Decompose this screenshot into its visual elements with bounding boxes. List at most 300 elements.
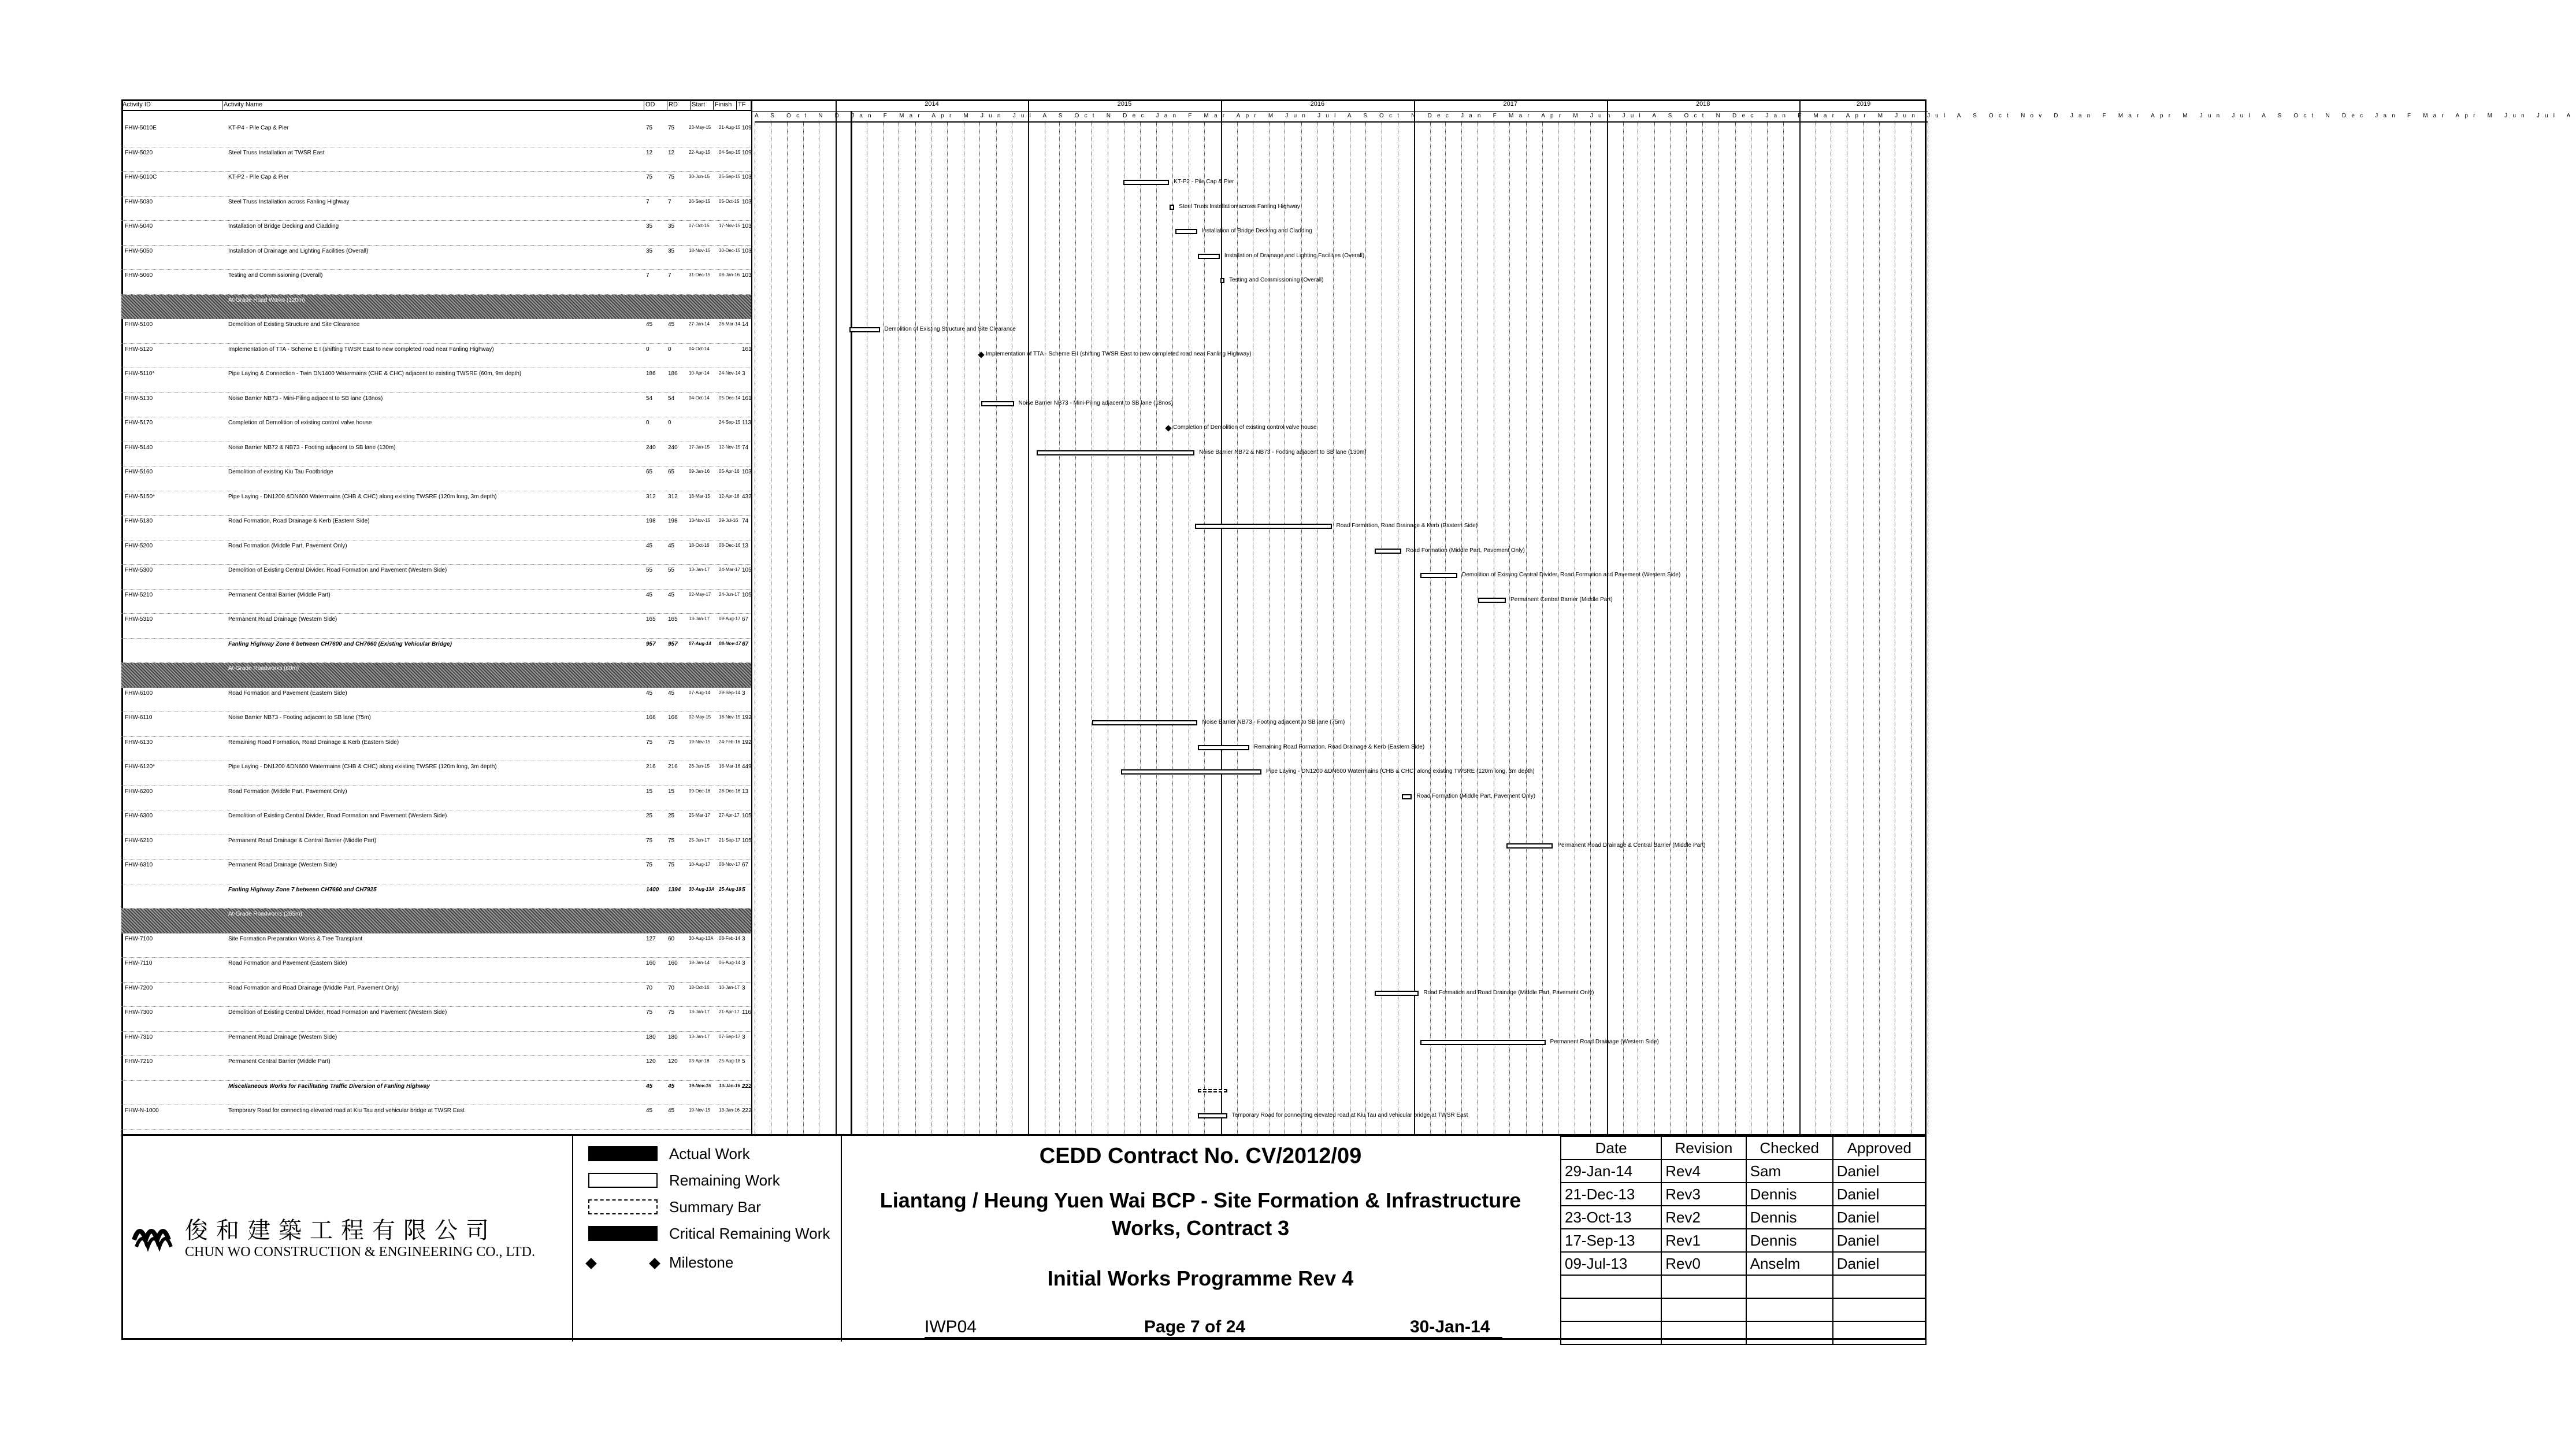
task-bar (1175, 229, 1197, 234)
col-activity-name: Activity Name (222, 99, 644, 110)
bar-label: Road Formation (Middle Part, Pavement Only) (1416, 792, 1536, 799)
table-row (121, 466, 751, 491)
cell-start: 10-Apr-14 (689, 371, 710, 376)
cell-rd: 45 (668, 1107, 675, 1114)
cell-finish: 27-Apr-17 (719, 813, 740, 818)
bar-label: Road Formation and Road Drainage (Middle Part, Pavement Only) (1423, 989, 1594, 996)
bar-label: Completion of Demolition of existing control valve house (1173, 424, 1317, 431)
year-label: 2015 (1117, 101, 1132, 108)
month-gridline (1028, 123, 1029, 1134)
month-gridline (1221, 123, 1222, 1134)
month-gridline (1269, 123, 1270, 1134)
task-bar (1375, 549, 1402, 554)
cell-finish: 17-Nov-15 (719, 223, 741, 228)
cell-id: FHW-6300 (125, 813, 153, 819)
table-row (121, 319, 751, 344)
month-gridline (1623, 123, 1624, 1134)
cell-tf: 67 (742, 862, 749, 868)
rev-header-cell: Revision (1661, 1136, 1746, 1159)
cell-tf: 222 (742, 1107, 752, 1114)
cell-tf: 105 (742, 567, 752, 573)
table-row (121, 590, 751, 614)
rev-cell: Sam (1746, 1159, 1833, 1183)
table-row (121, 860, 751, 884)
cell-name: Permanent Road Drainage (Western Side) (228, 616, 337, 623)
cell-name: Demolition of existing Kiu Tau Footbridge (228, 469, 333, 475)
cell-name: Permanent Central Barrier (Middle Part) (228, 591, 331, 598)
month-gridline (883, 123, 884, 1134)
rev-cell: Dennis (1746, 1229, 1833, 1252)
cell-tf: 67 (742, 640, 749, 647)
cell-rd: 45 (668, 321, 675, 328)
cell-name: Noise Barrier NB73 - Mini-Piling adjacent to SB lane (18nos) (228, 395, 383, 402)
cell-start: 26-Jun-15 (689, 764, 710, 769)
col-start: Start (691, 99, 714, 110)
project-title: Liantang / Heung Yuen Wai BCP - Site Formation & Infrastructure Works, Contract 3 (879, 1188, 1521, 1240)
cell-rd: 165 (668, 616, 678, 623)
cell-tf: 74 (742, 518, 749, 524)
rev-cell: Rev0 (1661, 1252, 1746, 1275)
task-bar (1121, 769, 1261, 775)
cell-od: 25 (646, 813, 653, 819)
cell-od: 45 (646, 1083, 653, 1090)
month-gridline (1140, 123, 1141, 1134)
bar-label: Noise Barrier NB73 - Footing adjacent to SB lane (75m) (1202, 719, 1345, 725)
cell-name: Remaining Road Formation, Road Drainage & Kerb (Eastern Side) (228, 739, 399, 746)
bar-label: KT-P2 - Pile Cap & Pier (1174, 179, 1234, 185)
cell-name: KT-P2 - Pile Cap & Pier (228, 174, 289, 180)
cell-tf: 449 (742, 764, 752, 770)
cell-rd: 7 (668, 198, 671, 205)
table-row (121, 958, 751, 983)
cell-rd: 312 (668, 493, 678, 500)
bar-label: Testing and Commissioning (Overall) (1229, 277, 1324, 283)
cell-id: FHW-7310 (125, 1033, 153, 1040)
month-gridline (1156, 123, 1157, 1134)
bar-label: Demolition of Existing Central Divider, Road Formation and Pavement (Western Side) (1461, 572, 1681, 578)
task-bar (1037, 450, 1194, 455)
rev-row (1561, 1252, 1926, 1275)
cell-rd: 1394 (668, 886, 681, 893)
cell-finish: 08-Dec-16 (719, 542, 741, 548)
cell-start: 31-Dec-15 (689, 272, 711, 277)
cell-finish: 04-Sep-15 (719, 149, 741, 155)
cell-tf: 192 (742, 714, 752, 721)
rev-cell: Dennis (1746, 1183, 1833, 1206)
bar-label: Steel Truss Installation across Fanling Highway (1179, 203, 1300, 210)
cell-name: Demolition of Existing Central Divider, Road Formation and Pavement (Western Side) (228, 567, 447, 573)
table-row (121, 540, 751, 565)
month-gridline (1172, 123, 1173, 1134)
cell-name: Installation of Bridge Decking and Cladding (228, 223, 339, 229)
cell-id: FHW-5210 (125, 591, 153, 598)
cell-finish: 21-Apr-17 (719, 1009, 740, 1014)
month-gridline (1204, 123, 1205, 1134)
legend-critical-label: Critical Remaining Work (669, 1225, 830, 1242)
table-row (121, 1007, 751, 1032)
cell-start: 18-Mar-15 (689, 493, 710, 499)
cell-start: 13-Jan-17 (689, 567, 710, 572)
cell-id: FHW-5150* (125, 493, 155, 500)
cell-start: 18-Jan-14 (689, 960, 710, 965)
cell-start: 18-Oct-16 (689, 542, 710, 548)
cell-rd: 166 (668, 714, 678, 721)
cell-tf: 13 (742, 542, 749, 549)
table-row (121, 344, 751, 369)
cell-id: FHW-5300 (125, 567, 153, 573)
rev-cell: Daniel (1833, 1183, 1926, 1206)
cell-start: 26-Sep-15 (689, 198, 711, 204)
rev-cell: Rev4 (1661, 1159, 1746, 1183)
cell-name: Noise Barrier NB73 - Footing adjacent to SB lane (75m) (228, 714, 371, 721)
month-gridline (1542, 123, 1543, 1134)
cell-start: 19-Nov-15 (689, 739, 711, 744)
cell-tf: 113 (742, 420, 751, 426)
month-gridline (1670, 123, 1671, 1134)
cell-name: Road Formation, Road Drainage & Kerb (Eastern Side) (228, 518, 370, 524)
cell-rd: 75 (668, 739, 675, 746)
task-bar (1506, 843, 1553, 849)
cell-rd: 75 (668, 862, 675, 868)
cell-finish: 29-Sep-14 (719, 690, 741, 695)
cell-rd: 54 (668, 395, 675, 402)
bar-label: Noise Barrier NB72 & NB73 - Footing adjacent to SB lane (130m) (1199, 449, 1367, 455)
cell-tf: 105 (742, 813, 752, 819)
cell-name: Permanent Road Drainage (Western Side) (228, 1033, 337, 1040)
table-header (121, 99, 751, 111)
cell-tf: 432 (742, 493, 752, 500)
cell-name: Noise Barrier NB72 & NB73 - Footing adjacent to SB lane (130m) (228, 444, 396, 451)
cell-rd: 957 (668, 640, 678, 647)
col-od: OD (644, 99, 667, 110)
cell-finish: 05-Dec-14 (719, 395, 741, 401)
cell-id: FHW-5170 (125, 420, 153, 426)
month-gridline (1590, 123, 1591, 1134)
table-row (121, 835, 751, 860)
cell-od: 216 (646, 764, 656, 770)
cell-finish: 08-Jan-16 (719, 272, 740, 277)
rev-cell: 17-Sep-13 (1561, 1229, 1661, 1252)
cell-id: FHW-5060 (125, 272, 153, 279)
cell-tf: 161 (742, 346, 752, 353)
table-row (121, 516, 751, 540)
month-gridline (1333, 123, 1334, 1134)
cell-start: 07-Aug-14 (689, 690, 711, 695)
task-bar (981, 401, 1014, 406)
cell-rd: 7 (668, 272, 671, 279)
cell-tf: 3 (742, 371, 745, 377)
group-band-row (121, 295, 751, 320)
cell-finish: 13-Jan-16 (719, 1107, 740, 1113)
cell-id: FHW-5140 (125, 444, 153, 451)
cell-start: 30-Aug-13A (689, 935, 714, 941)
group-band-row (121, 663, 751, 688)
cell-name: Fanling Highway Zone 6 between CH7600 and CH7660 (Existing Vehicular Bridge) (228, 640, 452, 647)
cell-od: 7 (646, 272, 649, 279)
cell-name: Road Formation and Pavement (Eastern Side) (228, 690, 347, 697)
footer-underline (925, 1337, 1502, 1338)
cell-id: FHW-5200 (125, 542, 153, 549)
cell-start: 09-Dec-16 (689, 788, 711, 794)
data-date-line (851, 111, 852, 1134)
legend-milestone-icon (585, 1258, 597, 1269)
cell-name: Demolition of Existing Central Divider, Road Formation and Pavement (Western Side) (228, 1009, 447, 1016)
cell-rd: 35 (668, 223, 675, 229)
cell-start: 13-Jan-17 (689, 1009, 710, 1014)
cell-name: Pipe Laying & Connection - Twin DN1400 Watermains (CHE & CHC) adjacent to existing TWSRE (60m, 9m depth) (228, 371, 522, 377)
cell-rd: 160 (668, 960, 678, 966)
table-row (121, 270, 751, 295)
cell-od: 120 (646, 1058, 656, 1065)
rev-cell: Anselm (1746, 1252, 1833, 1275)
cell-tf: 116 (742, 1009, 751, 1016)
cell-tf: 109 (742, 125, 752, 131)
bar-label: Permanent Road Drainage & Central Barrier (Middle Part) (1557, 842, 1706, 849)
month-gridline (1686, 123, 1687, 1134)
month-gridline (1509, 123, 1510, 1134)
cell-start: 07-Oct-15 (689, 223, 710, 228)
bar-label: Pipe Laying - DN1200 &DN600 Watermains (CHB & CHC) along existing TWSRE (120m long, 3m depth) (1266, 768, 1535, 775)
cell-od: 186 (646, 371, 656, 377)
cell-od: 160 (646, 960, 656, 966)
table-row (121, 246, 751, 271)
cell-start: 22-Aug-15 (689, 149, 711, 155)
month-gridline (915, 123, 916, 1134)
cell-start: 13-Jan-17 (689, 616, 710, 621)
cell-rd: 240 (668, 444, 678, 451)
cell-start: 13-Jan-17 (689, 1033, 710, 1039)
month-gridline (1783, 123, 1784, 1134)
cell-id: FHW-6210 (125, 837, 153, 844)
month-gridline (1365, 123, 1366, 1134)
cell-id: FHW-6200 (125, 788, 153, 795)
cell-id: FHW-5030 (125, 198, 153, 205)
cell-od: 957 (646, 640, 656, 647)
cell-od: 240 (646, 444, 656, 451)
cell-name: Road Formation and Road Drainage (Middle Part, Pavement Only) (228, 984, 399, 991)
legend-summary-label: Summary Bar (669, 1198, 761, 1216)
cell-rd: 75 (668, 1009, 675, 1016)
month-gridline (1526, 123, 1527, 1134)
legend-actual-label: Actual Work (669, 1145, 750, 1162)
cell-name: Completion of Demolition of existing control valve house (228, 420, 372, 426)
cell-id: FHW-7110 (125, 960, 153, 966)
table-row (121, 1105, 751, 1130)
cell-start: 02-May-17 (689, 591, 711, 597)
table-row (121, 810, 751, 835)
cell-od: 75 (646, 125, 653, 131)
cell-tf: 192 (742, 739, 752, 746)
cell-od: 180 (646, 1033, 656, 1040)
cell-tf: 5 (742, 1058, 745, 1065)
cell-od: 45 (646, 542, 653, 549)
cell-rd: 15 (668, 788, 675, 795)
month-gridline (1059, 123, 1060, 1134)
month-gridline (1799, 123, 1800, 1134)
bar-label: Installation of Bridge Decking and Cladding (1201, 228, 1312, 234)
cell-od: 166 (646, 714, 656, 721)
cell-start: 07-Aug-14 (689, 640, 711, 646)
year-header (752, 99, 1928, 112)
cell-tf: 3 (742, 984, 745, 991)
table-row (121, 221, 751, 246)
cell-tf: 103 (742, 198, 752, 205)
cell-id: FHW-5180 (125, 518, 153, 524)
cell-od: 1400 (646, 886, 659, 893)
cell-rd: 25 (668, 813, 675, 819)
table-row (121, 393, 751, 418)
cell-finish: 25-Sep-15 (719, 174, 741, 179)
table-row (121, 147, 751, 172)
cell-name: Road Formation (Middle Part, Pavement Only) (228, 788, 347, 795)
cell-od: 35 (646, 247, 653, 254)
cell-tf: 103 (742, 223, 752, 229)
cell-finish: 24-Sep-15 (719, 420, 741, 425)
cell-name: Installation of Drainage and Lighting Facilities (Overall) (228, 247, 369, 254)
cell-start: 03-Apr-18 (689, 1058, 710, 1064)
cell-od: 75 (646, 1009, 653, 1016)
table-row (121, 565, 751, 590)
month-gridline (803, 123, 804, 1134)
cell-id: FHW-5050 (125, 247, 153, 254)
cell-od: 127 (646, 935, 656, 942)
cell-rd: 70 (668, 984, 675, 991)
zone-summary-row (121, 1081, 751, 1106)
cell-od: 75 (646, 739, 653, 746)
cell-finish: 18-Mar-16 (719, 764, 740, 769)
cell-rd: 45 (668, 591, 675, 598)
legend-divider (572, 1136, 573, 1342)
cell-id: FHW-5040 (125, 223, 153, 229)
cell-start: 18-Oct-16 (689, 984, 710, 990)
cell-name: Demolition of Existing Structure and Site Clearance (228, 321, 360, 328)
doc-number: IWP04 (925, 1317, 977, 1336)
cell-name: At-Grade Roadworks (60m) (228, 665, 299, 672)
cell-rd: 35 (668, 247, 675, 254)
cell-od: 75 (646, 837, 653, 844)
bar-label: Installation of Drainage and Lighting Facilities (Overall) (1224, 252, 1365, 259)
bar-label: Remaining Road Formation, Road Drainage & Kerb (Eastern Side) (1254, 743, 1425, 750)
cell-id: FHW-6100 (125, 690, 153, 697)
company-name-en: CHUN WO CONSTRUCTION & ENGINEERING CO., LTD. (185, 1244, 535, 1259)
rev-cell: Rev3 (1661, 1183, 1746, 1206)
cell-id: FHW-5010E (125, 125, 157, 131)
cell-tf: 3 (742, 690, 745, 697)
cell-start: 23-May-15 (689, 125, 711, 130)
cell-start: 25-Mar-17 (689, 813, 710, 818)
cell-id: FHW-7200 (125, 984, 153, 991)
table-row (121, 614, 751, 639)
month-gridline (979, 123, 980, 1134)
cell-rd: 45 (668, 542, 675, 549)
table-row (121, 737, 751, 762)
cell-start: 25-Jun-17 (689, 837, 710, 843)
cell-id: FHW-5020 (125, 149, 153, 156)
cell-od: 45 (646, 591, 653, 598)
cell-name: Implementation of TTA - Scheme E I (shifting TWSR East to new completed road near Fanling Highway) (228, 346, 494, 353)
cell-tf: 67 (742, 616, 749, 623)
page-number: Page 7 of 24 (1144, 1317, 1246, 1336)
cell-start: 10-Aug-17 (689, 862, 711, 867)
cell-rd: 186 (668, 371, 678, 377)
month-gridline (787, 123, 788, 1134)
company-logo (133, 1217, 173, 1251)
cell-finish: 12-Apr-16 (719, 493, 740, 499)
cell-finish: 10-Jan-17 (719, 984, 740, 990)
rev-cell: Daniel (1833, 1206, 1926, 1229)
cell-finish: 28-Dec-16 (719, 788, 741, 794)
cell-od: 75 (646, 174, 653, 180)
table-row (121, 368, 751, 393)
rev-cell: Daniel (1833, 1159, 1926, 1183)
rev-row (1561, 1206, 1926, 1229)
cell-rd: 75 (668, 125, 675, 131)
year-label: 2019 (1856, 101, 1871, 108)
cell-finish: 08-Nov-17 (719, 640, 741, 646)
rev-cell: Rev1 (1661, 1229, 1746, 1252)
table-row (121, 983, 751, 1007)
month-gridline (1075, 123, 1076, 1134)
year-label: 2018 (1696, 101, 1710, 108)
cell-rd: 75 (668, 174, 675, 180)
cell-tf: 105 (742, 837, 752, 844)
task-bar (1402, 794, 1412, 799)
task-bar (1195, 524, 1332, 529)
cell-od: 70 (646, 984, 653, 991)
cell-tf: 3 (742, 935, 745, 942)
table-row (121, 688, 751, 713)
issue-date: 30-Jan-14 (1410, 1317, 1490, 1336)
month-gridline (1863, 123, 1864, 1134)
cell-name: At-Grade Road Works (120m) (228, 297, 305, 303)
cell-rd: 45 (668, 690, 675, 697)
task-bar (1375, 991, 1419, 996)
cell-start: 18-Nov-15 (689, 247, 711, 253)
cell-od: 0 (646, 420, 649, 426)
cell-rd: 12 (668, 149, 675, 156)
cell-start: 17-Jan-15 (689, 444, 710, 450)
cell-id: FHW-5310 (125, 616, 153, 623)
rev-cell: Rev2 (1661, 1206, 1746, 1229)
table-row (121, 933, 751, 958)
cell-id: FHW-7100 (125, 935, 153, 942)
cell-finish: 25-Aug-18 (719, 1058, 741, 1064)
programme-title: Initial Works Programme Rev 4 (1047, 1266, 1354, 1290)
rev-cell: 09-Jul-13 (1561, 1252, 1661, 1275)
legend-remaining-label: Remaining Work (669, 1172, 780, 1189)
legend-remaining-swatch (588, 1173, 658, 1188)
cell-od: 7 (646, 198, 649, 205)
table-row (121, 417, 751, 442)
month-gridline (1702, 123, 1703, 1134)
cell-od: 45 (646, 321, 653, 328)
col-activity-id: Activity ID (121, 99, 222, 110)
rev-cell: Daniel (1833, 1229, 1926, 1252)
cell-rd: 198 (668, 518, 678, 524)
table-row (121, 1032, 751, 1057)
cell-rd: 60 (668, 935, 675, 942)
month-gridline (1430, 123, 1431, 1134)
cell-name: KT-P4 - Pile Cap & Pier (228, 125, 289, 131)
month-gridline (1735, 123, 1736, 1134)
contract-title: CEDD Contract No. CV/2012/09 (1039, 1144, 1362, 1168)
rev-cell: 29-Jan-14 (1561, 1159, 1661, 1183)
cell-id: FHW-5100 (125, 321, 153, 328)
cell-tf: 3 (742, 960, 745, 966)
month-gridline (1607, 123, 1608, 1134)
bar-label: Permanent Road Drainage (Western Side) (1550, 1038, 1659, 1045)
task-bar (1092, 720, 1198, 725)
